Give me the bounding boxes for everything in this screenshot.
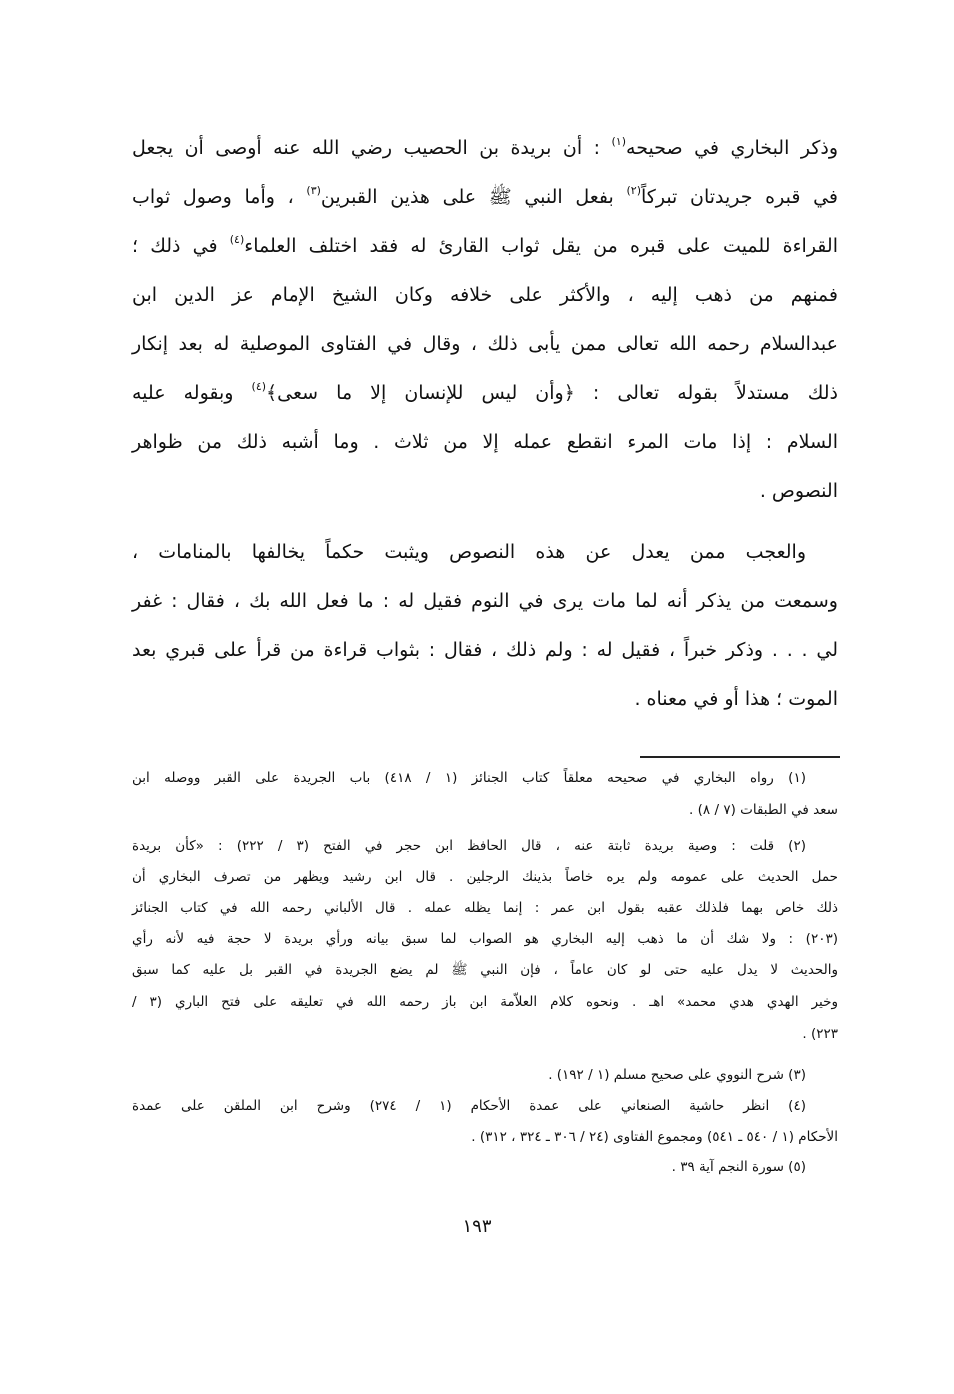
footnote-line: الأحكام (١ / ٥٤٠ ـ ٥٤١) ومجموع الفتاوى (٢٤ / ٣٠٦ ـ ٣٢٤ ، ٣١٢) . bbox=[471, 1129, 838, 1145]
text-line: السلام : إذا مات المرء انقطع عمله إلا من ثلاث . وما أشبه ذلك من ظواهر bbox=[132, 431, 838, 453]
footnote-ref: (٢) bbox=[626, 184, 641, 197]
text-segment: في ذلك ؛ bbox=[132, 235, 230, 257]
text-line: النصوص . bbox=[759, 480, 838, 502]
text-line bbox=[132, 177, 838, 217]
footnote-divider bbox=[640, 756, 840, 758]
text-segment: ، وأما وصول ثواب bbox=[132, 186, 307, 208]
footnote-line: (٤) انظر حاشية الصنعاني على عمدة الأحكام (١ / ٢٧٤) وشرح ابن الملقن على عمدة bbox=[132, 1098, 806, 1114]
footnote-line: حمل الحديث على عمومه ولم يره خاصاً بذينك الرجلين . قال ابن رشيد ويظهر من تصرف البخاري أن bbox=[132, 869, 838, 885]
text-line: عبدالسلام رحمه الله تعالى ممن يأبى ذلك ، وقال في الفتاوى الموصلية له بعد إنكار bbox=[132, 333, 838, 355]
footnote-line: ٢٢٣) . bbox=[802, 1026, 838, 1042]
text-line: والعجب ممن يعدل عن هذه النصوص ويثبت حكماً يخالفها بالمنامات ، bbox=[132, 541, 806, 563]
text-segment: القراءة للميت على قبره من يقل ثواب القارئ له فقد اختلف العلماء bbox=[244, 235, 838, 257]
text-segment: في قبره جريدتان تبركاً bbox=[641, 186, 839, 208]
footnote-ref: (٤) bbox=[229, 233, 245, 246]
text-segment: وذكر البخاري في صحيحه bbox=[626, 137, 839, 159]
text-line: لي . . . وذكر خبراً ، فقيل له : ولم ذلك ، فقال : بثواب قراءة من قرأ على قبري بعد bbox=[132, 639, 838, 661]
text-line bbox=[132, 226, 838, 266]
footnote-line: (٢) قلت : وصية بريدة ثابتة عنه ، قال الحافظ ابن حجر في الفتح (٣ / ٢٢٢) : «كأن بريدة bbox=[132, 838, 806, 854]
text-line bbox=[132, 128, 838, 168]
footnote-ref: (٤) bbox=[251, 380, 267, 393]
text-line: فمنهم من ذهب إليه ، والأكثر على خلافه وكان الشيخ الإمام عز الدين ابن bbox=[132, 284, 838, 306]
footnote-line: (٢٠٣) : ولا شك أن ما ذهب إليه البخاري هو الصواب لما سبق بيانه ورأي بريدة لا حجة فيه لأنه رأي bbox=[132, 931, 838, 947]
footnote-line: والحديث لا يدل عليه حتى لو كان عاماً ، فإن النبي ﷺ لم يضع الجريدة في القبر بل عليه كما سبق bbox=[132, 962, 838, 978]
footnote-ref: (١) bbox=[611, 135, 627, 148]
text-line bbox=[132, 373, 838, 413]
footnote-line: ذلك خاص بهما فلذلك عقبه بقول ابن عمر : إنما يظله عمله . قال الألباني رحمه الله في كتاب الجنائز bbox=[132, 900, 838, 916]
text-segment: بفعل النبي ﷺ على هذين القبرين bbox=[320, 186, 627, 208]
footnote-line: وخير الهدي هدي محمد» اهـ . ونحوه كلام العلاّمة ابن باز رحمه الله في تعليقه على فتح الباري (٣ / bbox=[132, 994, 838, 1010]
footnote-ref: (٣) bbox=[306, 184, 321, 197]
footnote-line: (٣) شرح النووي على صحيح مسلم (١ / ١٩٢) . bbox=[548, 1067, 806, 1083]
page-number: ١٩٣ bbox=[462, 1216, 492, 1237]
text-segment: وبقوله عليه bbox=[132, 382, 252, 404]
text-segment: : أن بريدة بن الحصيب رضي الله عنه أوصى أن يجعل bbox=[132, 137, 612, 159]
text-line: وسمعت من يذكر أنه لما مات يرى في النوم فقيل له : ما فعل الله بك ، فقال : غفر bbox=[132, 590, 838, 612]
text-line: الموت ؛ هذا أو في معناه . bbox=[634, 688, 838, 710]
footnote-line: سعد في الطبقات (٧ / ٨) . bbox=[689, 802, 838, 818]
footnote-line: (١) رواه البخاري في صحيحه معلقاً كتاب الجنائز (١ / ٤١٨) باب الجريدة على القبر ووصله ابن bbox=[132, 770, 806, 786]
text-segment: ذلك مستدلاً بقوله تعالى : ﴿وأن ليس للإنسان إلا ما سعى﴾ bbox=[266, 382, 838, 404]
footnote-line: (٥) سورة النجم آية ٣٩ . bbox=[671, 1159, 806, 1175]
